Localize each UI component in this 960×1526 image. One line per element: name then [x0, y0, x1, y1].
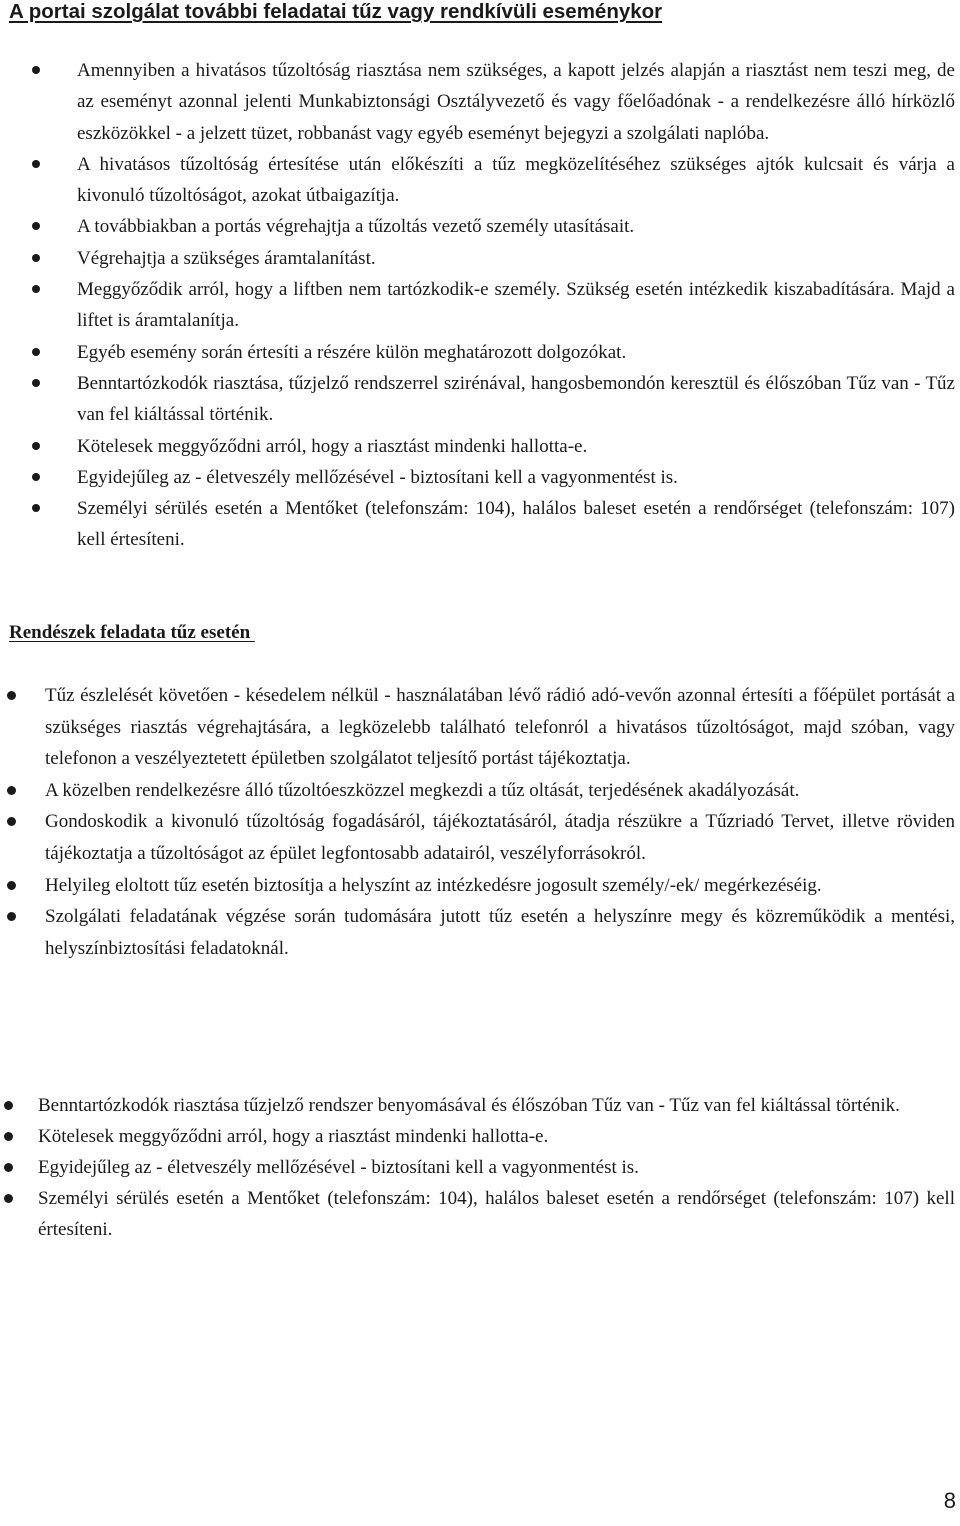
list-item: Egyidejűleg az - életveszély mellőzésével - biztosítani kell a vagyonmentést is. — [77, 462, 955, 493]
list-item: Tűz észlelését követően - késedelem nélkül - használatában lévő rádió adó-vevőn azonnal értesíti a főépület portását a szükséges riasztás végrehajtására, a legközelebb található telefonról a hivatásos tűzoltóságot, majd szóban, vagy telefonon a veszélyeztetett épületben szolgálatot teljesítő portást tájékoztatja. — [45, 680, 955, 775]
list-item: Egyidejűleg az - életveszély mellőzésével - biztosítani kell a vagyonmentést is. — [38, 1152, 955, 1183]
list-item: Kötelesek meggyőződni arról, hogy a riasztást mindenki hallotta-e. — [77, 431, 955, 462]
list-item: Amennyiben a hivatásos tűzoltóság riasztása nem szükséges, a kapott jelzés alapján a riasztást nem teszi meg, de az eseményt azonnal jelenti Munkabiztonsági Osztályvezető és vagy főelőadónak - a rendelkezésre álló hírközlő eszközökkel - a jelzett tüzet, robbanást vagy egyéb eseményt bejegyzi a szolgálati naplóba. — [77, 55, 955, 149]
list-item: Helyileg eloltott tűz esetén biztosítja a helyszínt az intézkedésre jogosult személy/-ek/ megérkezéséig. — [45, 870, 955, 902]
list-item: Benntartózkodók riasztása tűzjelző rendszer benyomásával és élőszóban Tűz van - Tűz van fel kiáltással történik. — [38, 1090, 955, 1121]
page-number: 8 — [943, 1488, 956, 1513]
list-item: Személyi sérülés esetén a Mentőket (telefonszám: 104), halálos baleset esetén a rendőrséget (telefonszám: 107) kell értesíteni. — [38, 1183, 955, 1245]
rendesz-feladatok-list — [45, 680, 955, 964]
list-item: Gondoskodik a kivonuló tűzoltóság fogadásáról, tájékoztatásáról, átadja részükre a Tűzriadó Tervet, illetve röviden tájékoztatja a tűzoltóságot az épület legfontosabb adatairól, veszélyforrásokról. — [45, 806, 955, 869]
list-item: Kötelesek meggyőződni arról, hogy a riasztást mindenki hallotta-e. — [38, 1121, 955, 1152]
list-item: A továbbiakban a portás végrehajtja a tűzoltás vezető személy utasításait. — [77, 211, 955, 242]
list-item: Meggyőződik arról, hogy a liftben nem tartózkodik-e személy. Szükség esetén intézkedik kiszabadítására. Majd a liftet is áramtalanítja. — [77, 274, 955, 337]
section-title-portai-szolgalat: A portai szolgálat további feladatai tűz vagy rendkívüli eseménykor — [9, 0, 663, 23]
section-title-rendeszek-feladata: Rendészek feladata tűz esetén — [9, 622, 255, 643]
list-item: Személyi sérülés esetén a Mentőket (telefonszám: 104), halálos baleset esetén a rendőrséget (telefonszám: 107) kell értesíteni. — [77, 493, 955, 556]
portai-feladatok-list — [77, 55, 955, 556]
list-item: A hivatásos tűzoltóság értesítése után előkészíti a tűz megközelítéséhez szükséges ajtók kulcsait és várja a kivonuló tűzoltóságot, azokat útbaigazítja. — [77, 149, 955, 212]
riasztas-list — [38, 1090, 955, 1245]
list-item: Egyéb esemény során értesíti a részére külön meghatározott dolgozókat. — [77, 337, 955, 368]
list-item: Szolgálati feladatának végzése során tudomására jutott tűz esetén a helyszínre megy és közreműködik a mentési, helyszínbiztosítási feladatoknál. — [45, 901, 955, 964]
list-item: Benntartózkodók riasztása, tűzjelző rendszerrel szirénával, hangosbemondón keresztül és élőszóban Tűz van - Tűz van fel kiáltással történik. — [77, 368, 955, 431]
list-item: A közelben rendelkezésre álló tűzoltóeszközzel megkezdi a tűz oltását, terjedésének akadályozását. — [45, 775, 955, 807]
list-item: Végrehajtja a szükséges áramtalanítást. — [77, 243, 955, 274]
